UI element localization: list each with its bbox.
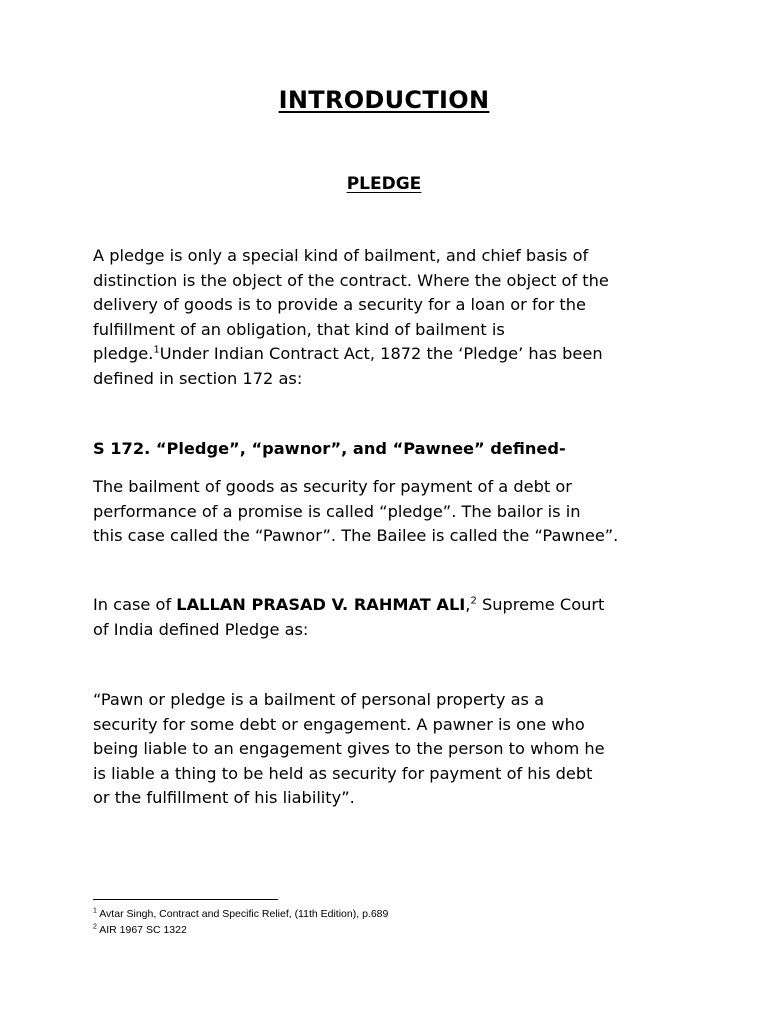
footnote-separator	[93, 899, 278, 900]
footnote-1	[93, 906, 388, 922]
text-fragment: pledge.	[93, 344, 154, 364]
footnote-mark: 1	[93, 907, 97, 915]
text-line: security for some debt or engagement. A pawner is one who	[93, 714, 585, 734]
text-line: The bailment of goods as security for payment of a debt or	[93, 477, 572, 496]
footnote-reference-1[interactable]: 1	[153, 344, 160, 356]
case-paragraph	[93, 593, 693, 642]
footnote-reference-2[interactable]: 2	[470, 595, 477, 607]
intro-paragraph	[93, 244, 693, 392]
text-line: distinction is the object of the contract. Where the object of the	[93, 270, 609, 290]
text-line: “Pawn or pledge is a bailment of personal property as a	[93, 690, 545, 709]
footnotes	[93, 906, 388, 938]
text-line: of India defined Pledge as:	[93, 619, 309, 639]
case-name: LALLAN PRASAD V. RAHMAT ALI	[176, 595, 466, 614]
text-line: A pledge is only a special kind of bailment, and chief basis of	[93, 246, 589, 265]
text-line: performance of a promise is called “pledge”. The bailor is in	[93, 501, 581, 521]
footnote-text: AIR 1967 SC 1322	[96, 924, 187, 936]
text-line: is liable a thing to be held as security for payment of his debt	[93, 763, 593, 783]
text-line: this case called the “Pawnor”. The Bailee is called the “Pawnee”.	[93, 526, 619, 546]
text-fragment: ,	[465, 595, 471, 614]
section-heading: S 172. “Pledge”, “pawnor”, and “Pawnee” defined-	[93, 439, 566, 458]
text-fragment: Under Indian Contract Act, 1872 the ‘Pledge’ has been	[159, 344, 603, 364]
text-line: or the fulfillment of his liability”.	[93, 788, 355, 808]
footnote-mark: 2	[93, 923, 97, 931]
text-line: fulfillment of an obligation, that kind of bailment is	[93, 319, 505, 339]
footnote-2	[93, 922, 388, 938]
definition-paragraph	[93, 475, 693, 549]
page-title: INTRODUCTION	[278, 86, 490, 114]
text-fragment: In case of	[93, 595, 177, 614]
text-line: being liable to an engagement gives to the person to whom he	[93, 739, 605, 759]
footnote-text: Avtar Singh, Contract and Specific Relief, (11th Edition), p.689	[96, 908, 389, 920]
section-title: PLEDGE	[346, 174, 422, 194]
text-line: delivery of goods is to provide a security for a loan or for the	[93, 295, 586, 315]
text-line	[93, 593, 693, 618]
text-line	[93, 342, 693, 367]
text-line: defined in section 172 as:	[93, 368, 303, 388]
text-fragment: Supreme Court	[476, 595, 605, 614]
quote-paragraph	[93, 688, 693, 811]
